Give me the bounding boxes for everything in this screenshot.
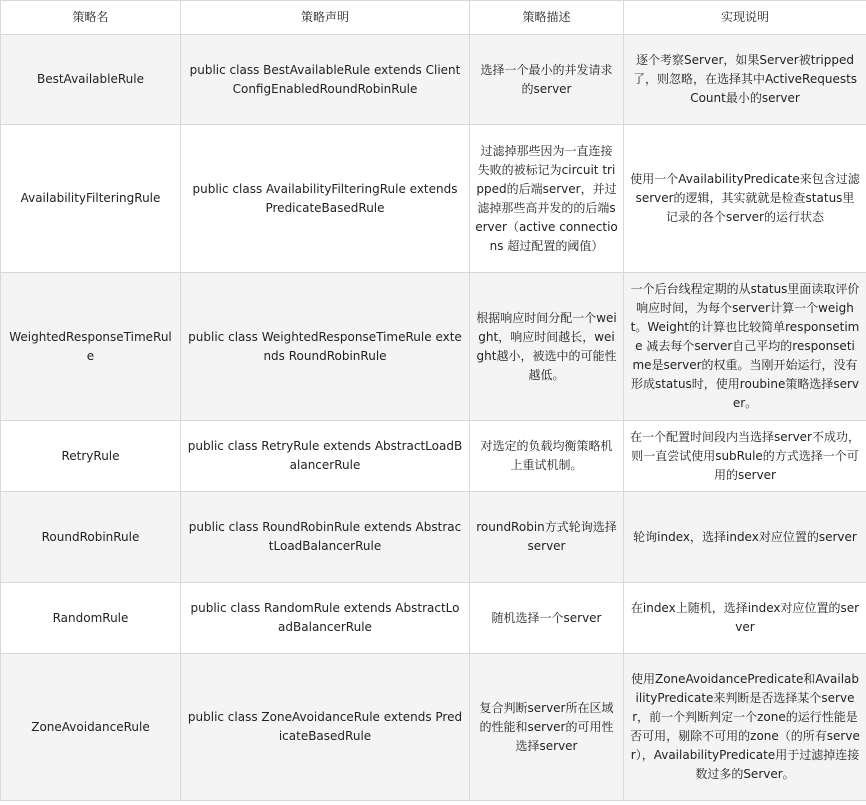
header-strategy-description: 策略描述 (470, 1, 624, 35)
table-row (1, 125, 866, 273)
cell-strategy-name: RandomRule (1, 583, 181, 654)
table-row (1, 654, 866, 801)
cell-strategy-name: BestAvailableRule (1, 35, 181, 125)
header-strategy-name: 策略名 (1, 1, 181, 35)
table-row (1, 492, 866, 583)
cell-strategy-declaration: public class WeightedResponseTimeRule extends RoundRobinRule (181, 273, 470, 421)
cell-strategy-description: 选择一个最小的并发请求的server (470, 35, 624, 125)
cell-strategy-description: 对选定的负载均衡策略机上重试机制。 (470, 421, 624, 492)
cell-strategy-declaration: public class RetryRule extends AbstractLoadBalancerRule (181, 421, 470, 492)
table-row (1, 273, 866, 421)
table-header-row (1, 1, 866, 35)
cell-strategy-description: 过滤掉那些因为一直连接失败的被标记为circuit tripped的后端server，并过滤掉那些高并发的的后端server（active connections 超过配置的阈值） (470, 125, 624, 273)
cell-implementation-notes: 逐个考察Server，如果Server被tripped了，则忽略，在选择其中ActiveRequestsCount最小的server (624, 35, 866, 125)
cell-strategy-declaration: public class RandomRule extends AbstractLoadBalancerRule (181, 583, 470, 654)
cell-implementation-notes: 使用ZoneAvoidancePredicate和AvailabilityPredicate来判断是否选择某个server，前一个判断判定一个zone的运行性能是否可用，剔除不可用的zone（的所有server），AvailabilityPredicate用于过滤掉连接数过多的Server。 (624, 654, 866, 801)
cell-strategy-declaration: public class AvailabilityFilteringRule extends PredicateBasedRule (181, 125, 470, 273)
cell-strategy-description: 复合判断server所在区域的性能和server的可用性选择server (470, 654, 624, 801)
cell-strategy-name: AvailabilityFilteringRule (1, 125, 181, 273)
cell-strategy-name: WeightedResponseTimeRule (1, 273, 181, 421)
cell-strategy-description: 根据响应时间分配一个weight，响应时间越长，weight越小，被选中的可能性越低。 (470, 273, 624, 421)
cell-strategy-declaration: public class RoundRobinRule extends AbstractLoadBalancerRule (181, 492, 470, 583)
table-row (1, 421, 866, 492)
cell-implementation-notes: 一个后台线程定期的从status里面读取评价响应时间，为每个server计算一个weight。Weight的计算也比较简单responsetime 减去每个server自己平均的responsetime是server的权重。当刚开始运行，没有形成status时，使用roubine策略选择server。 (624, 273, 866, 421)
cell-implementation-notes: 在index上随机，选择index对应位置的server (624, 583, 866, 654)
table-row (1, 35, 866, 125)
cell-strategy-description: 随机选择一个server (470, 583, 624, 654)
cell-strategy-description: roundRobin方式轮询选择server (470, 492, 624, 583)
cell-strategy-name: RoundRobinRule (1, 492, 181, 583)
cell-implementation-notes: 使用一个AvailabilityPredicate来包含过滤server的逻辑，其实就就是检查status里记录的各个server的运行状态 (624, 125, 866, 273)
cell-strategy-declaration: public class ZoneAvoidanceRule extends PredicateBasedRule (181, 654, 470, 801)
cell-strategy-name: ZoneAvoidanceRule (1, 654, 181, 801)
cell-strategy-declaration: public class BestAvailableRule extends ClientConfigEnabledRoundRobinRule (181, 35, 470, 125)
cell-implementation-notes: 在一个配置时间段内当选择server不成功，则一直尝试使用subRule的方式选择一个可用的server (624, 421, 866, 492)
header-implementation-notes: 实现说明 (624, 1, 866, 35)
cell-strategy-name: RetryRule (1, 421, 181, 492)
table-row (1, 583, 866, 654)
header-strategy-declaration: 策略声明 (181, 1, 470, 35)
cell-implementation-notes: 轮询index，选择index对应位置的server (624, 492, 866, 583)
